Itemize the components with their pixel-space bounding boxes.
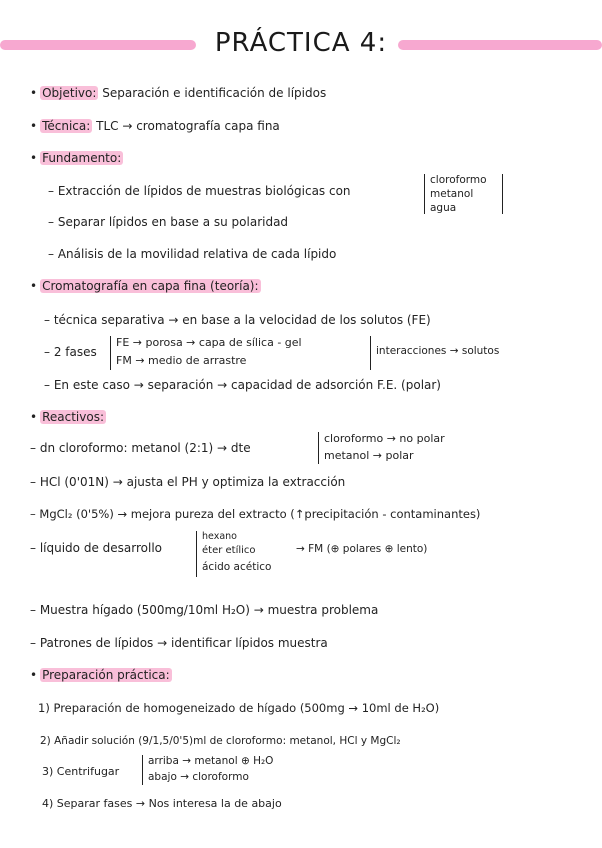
reactivos-liquido-text: líquido de desarrollo: [39, 541, 162, 555]
fundamento-item-2: – Separar lípidos en base a su polaridad: [48, 215, 289, 229]
reactivos-patrones-text: Patrones de lípidos → identificar lípidos muestra: [39, 636, 328, 650]
fases-brace: [110, 336, 111, 370]
reactivos-heading: • Reactivos:: [30, 410, 104, 424]
reactivos-muestra-text: Muestra hígado (500mg/10ml H₂O) → muestra problema: [39, 603, 379, 617]
preparacion-step-1: 1) Preparación de homogeneizado de hígado (500mg → 10ml de H₂O): [38, 701, 440, 715]
fase-estacionaria: FE → porosa → capa de sílica - gel: [116, 336, 302, 349]
interacciones-text: interacciones → solutos: [376, 345, 500, 357]
reactivos-muestra: – Muestra hígado (500mg/10ml H₂O) → muestra problema: [30, 603, 379, 617]
reactivos-mgcl2: – MgCl₂ (0'5%) → mejora pureza del extracto (↑precipitación - contaminantes): [30, 507, 481, 521]
tecnica-text: TLC → cromatografía capa fina: [96, 119, 280, 133]
solventes-brace: [424, 174, 425, 214]
preparacion-step-2: 2) Añadir solución (9/1,5/0'5)ml de cloroformo: metanol, HCl y MgCl₂: [40, 735, 401, 747]
reactivos-mgcl2-text: MgCl₂ (0'5%) → mejora pureza del extracto (↑precipitación - contaminantes): [39, 507, 481, 521]
cromatografia-heading: • Cromatografía en capa fina (teoría):: [30, 279, 259, 293]
solvente-cloroformo: cloroformo: [430, 174, 487, 186]
liquido-eter: éter etílico: [202, 545, 256, 556]
preparacion-step-3: 3) Centrifugar: [42, 765, 120, 778]
reactivos-patrones: – Patrones de lípidos → identificar lípidos muestra: [30, 636, 328, 650]
page-title: PRÁCTICA 4:: [214, 28, 388, 58]
fundamento-heading: • Fundamento:: [30, 151, 122, 165]
preparacion-heading: • Preparación práctica:: [30, 668, 170, 682]
fundamento-item-1: – Extracción de lípidos de muestras biológicas con: [48, 184, 351, 198]
fundamento-item-3-text: Análisis de la movilidad relativa de cada lípido: [57, 247, 337, 261]
liquido-fm: → FM (⊕ polares ⊕ lento): [296, 543, 428, 555]
reactivos-dn-text: dn cloroformo: metanol (2:1) → dte: [39, 441, 251, 455]
solvente-agua: agua: [430, 202, 457, 214]
reactivos-label: Reactivos:: [42, 410, 104, 424]
centrifugar-arriba: arriba → metanol ⊕ H₂O: [148, 755, 274, 767]
reactivos-hcl-text: HCl (0'01N) → ajusta el PH y optimiza la extracción: [39, 475, 346, 489]
preparacion-step-4: 4) Separar fases → Nos interesa la de abajo: [42, 797, 282, 810]
reactivos-dn: – dn cloroformo: metanol (2:1) → dte: [30, 441, 251, 455]
reactivos-hcl: – HCl (0'01N) → ajusta el PH y optimiza la extracción: [30, 475, 346, 489]
liquido-brace: [196, 531, 197, 577]
objetivo-text: Separación e identificación de lípidos: [102, 86, 327, 100]
cromatografia-item-3-text: En este caso → separación → capacidad de adsorción F.E. (polar): [53, 378, 441, 392]
liquido-hexano: hexano: [202, 531, 237, 542]
reactivos-liquido: – líquido de desarrollo: [30, 541, 162, 555]
tecnica-line: • Técnica: TLC → cromatografía capa fina: [30, 119, 280, 133]
centrifugar-brace: [142, 755, 143, 785]
fundamento-label: Fundamento:: [42, 151, 122, 165]
fases-label: 2 fases: [53, 345, 97, 359]
fundamento-item-1-text: Extracción de lípidos de muestras biológicas con: [57, 184, 351, 198]
cromatografia-fases: – 2 fases: [44, 345, 97, 359]
fase-movil: FM → medio de arrastre: [116, 354, 247, 367]
cromatografia-item-1-text: técnica separativa → en base a la velocidad de los solutos (FE): [53, 313, 431, 327]
cromatografia-item-1: – técnica separativa → en base a la velocidad de los solutos (FE): [44, 313, 431, 327]
cromatografia-item-3: – En este caso → separación → capacidad de adsorción F.E. (polar): [44, 378, 441, 392]
liquido-acido: ácido acético: [202, 561, 272, 573]
dn-cloroformo: cloroformo → no polar: [324, 432, 445, 445]
fundamento-item-2-text: Separar lípidos en base a su polaridad: [57, 215, 289, 229]
cromatografia-label: Cromatografía en capa fina (teoría):: [42, 279, 259, 293]
preparacion-label: Preparación práctica:: [42, 668, 170, 682]
dn-brace: [318, 432, 319, 464]
fundamento-item-3: – Análisis de la movilidad relativa de cada lípido: [48, 247, 337, 261]
solvente-metanol: metanol: [430, 188, 474, 200]
dn-metanol: metanol → polar: [324, 449, 414, 462]
fases-brace-right: [366, 336, 371, 370]
centrifugar-abajo: abajo → cloroformo: [148, 771, 249, 783]
objetivo-label: Objetivo:: [42, 86, 97, 100]
tecnica-label: Técnica:: [42, 119, 91, 133]
objetivo-line: • Objetivo: Separación e identificación de lípidos: [30, 86, 327, 100]
solventes-brace-right: [498, 174, 503, 214]
